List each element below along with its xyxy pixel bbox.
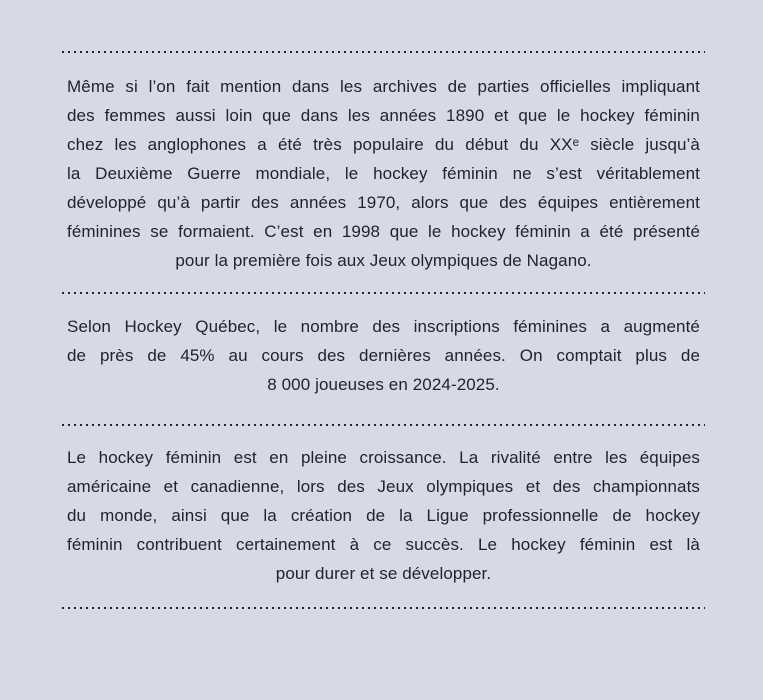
text-line: Même si l’on fait mention dans les archives de parties officielles impliquant: [67, 77, 700, 96]
paragraph-croissance: [62, 443, 705, 588]
text-line: pour la première fois aux Jeux olympiques de Nagano.: [175, 251, 592, 270]
text-line: féminines se formaient. C’est en 1998 que le hockey féminin a été présenté: [67, 222, 700, 241]
dotted-divider-bottom: [62, 607, 705, 609]
text-line: pour durer et se développer.: [275, 564, 492, 583]
document-page: [0, 51, 763, 700]
paragraph-inscriptions: [62, 312, 705, 399]
text-line: 8 000 joueuses en 2024-2025.: [267, 375, 500, 394]
paragraph-history: [62, 72, 705, 275]
text-line: féminin contribuent certainement à ce succès. Le hockey féminin est là: [67, 535, 700, 554]
text-line: du monde, ainsi que la création de la Ligue professionnelle de hockey: [67, 506, 700, 525]
dotted-divider-top: [62, 51, 705, 53]
text-line: chez les anglophones a été très populaire du début du XXᵉ siècle jusqu’à: [67, 135, 700, 154]
text-line: développé qu’à partir des années 1970, alors que des équipes entièrement: [67, 193, 700, 212]
text-line: américaine et canadienne, lors des Jeux olympiques et des championnats: [67, 477, 700, 496]
text-line: de près de 45% au cours des dernières années. On comptait plus de: [67, 346, 700, 365]
dotted-divider: [62, 292, 705, 294]
text-line: la Deuxième Guerre mondiale, le hockey féminin ne s’est véritablement: [67, 164, 700, 183]
text-line: Le hockey féminin est en pleine croissance. La rivalité entre les équipes: [67, 448, 700, 467]
text-line: des femmes aussi loin que dans les années 1890 et que le hockey féminin: [67, 106, 700, 125]
dotted-divider: [62, 424, 705, 426]
text-line: Selon Hockey Québec, le nombre des inscriptions féminines a augmenté: [67, 317, 700, 336]
